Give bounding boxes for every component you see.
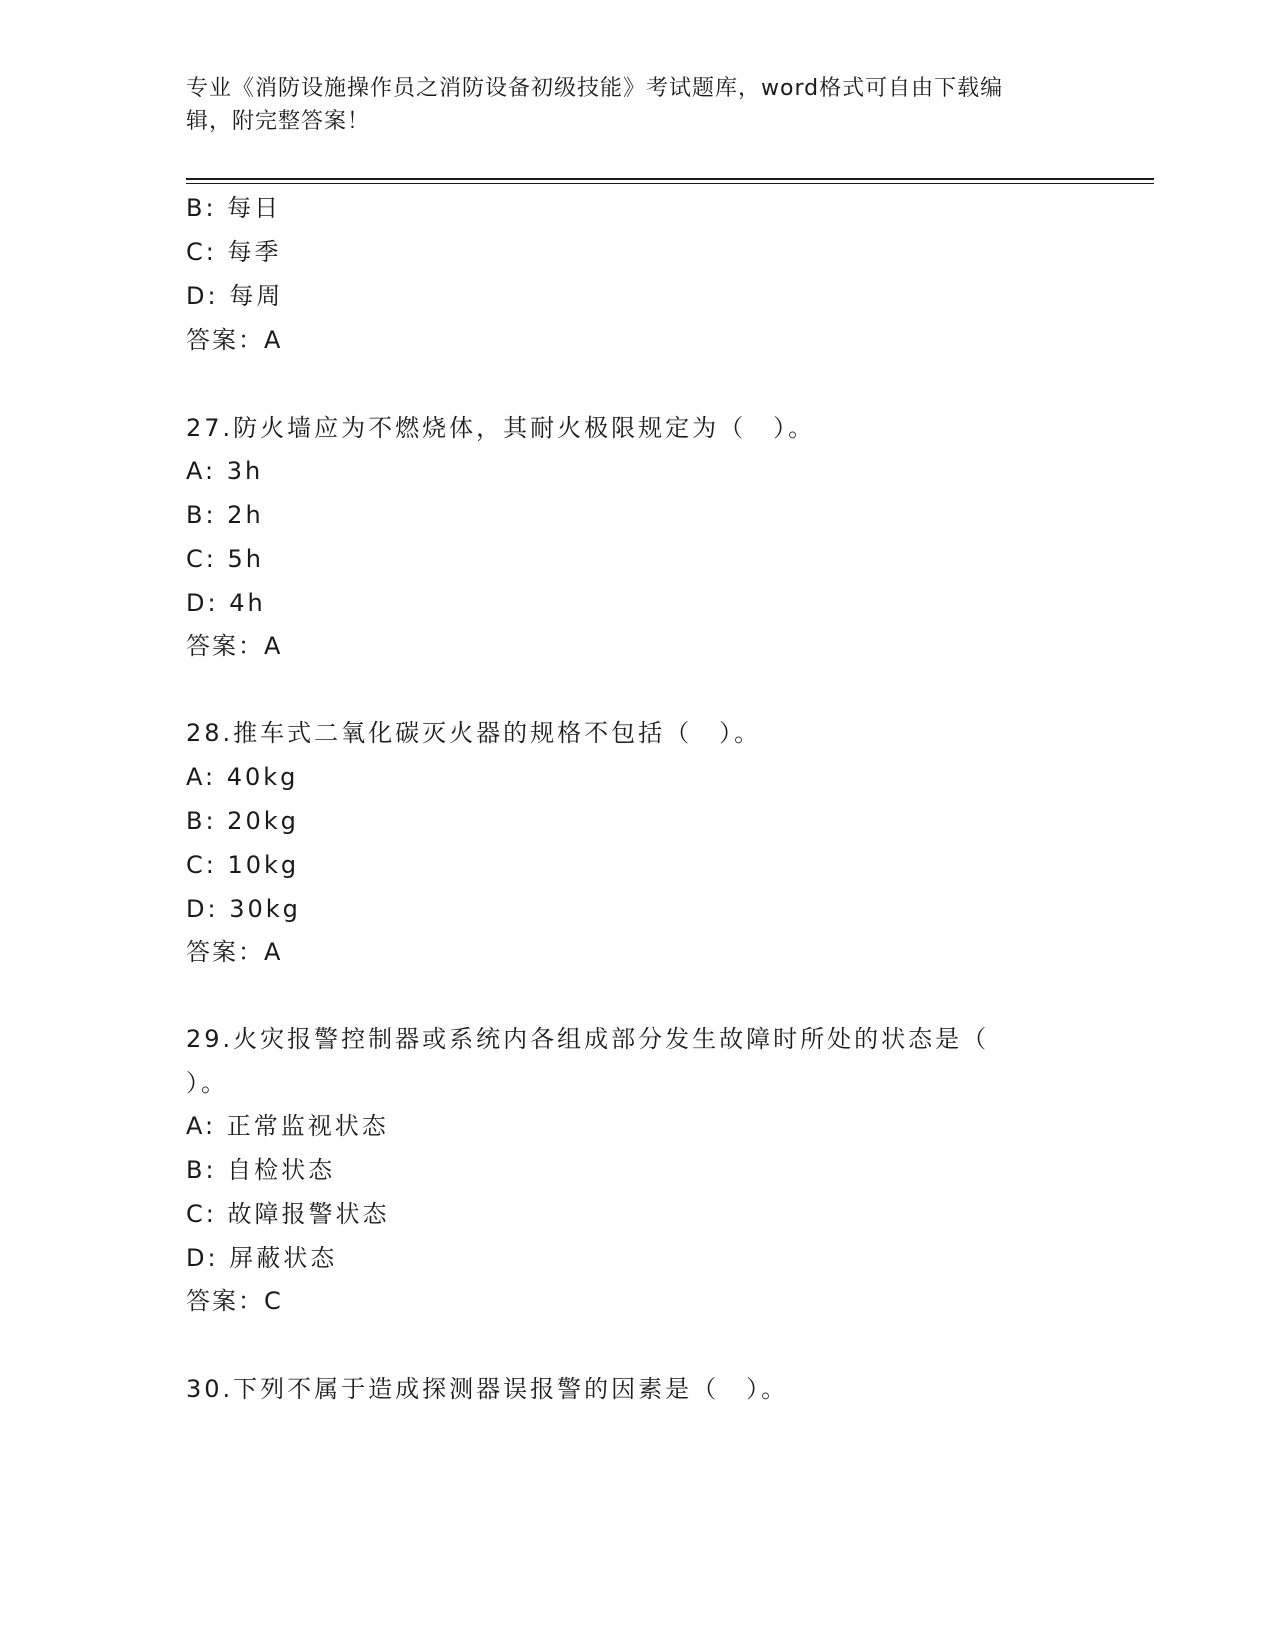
document-header xyxy=(186,72,1066,138)
q27-option-c: C: 5h xyxy=(186,545,264,573)
q27-option-d: D: 4h xyxy=(186,589,266,617)
q28-option-a: A: 40kg xyxy=(186,763,299,791)
q29-option-d: D: 屏蔽状态 xyxy=(186,1244,338,1272)
q28-stem: 28.推车式二氧化碳灭火器的规格不包括（ ）。 xyxy=(186,719,762,747)
header-line-1: 专业《消防设施操作员之消防设备初级技能》考试题库，word格式可自由下载编 xyxy=(186,76,1004,101)
q28-option-b: B: 20kg xyxy=(186,807,299,835)
header-line-2: 辑，附完整答案！ xyxy=(186,109,371,134)
q30-stem: 30.下列不属于造成探测器误报警的因素是（ ）。 xyxy=(186,1375,789,1403)
q27-option-a: A: 3h xyxy=(186,457,264,485)
q29-option-b: B: 自检状态 xyxy=(186,1156,336,1184)
q28-option-c: C: 10kg xyxy=(186,851,300,879)
q29-option-c: C: 故障报警状态 xyxy=(186,1200,390,1228)
q29-option-a: A: 正常监视状态 xyxy=(186,1112,389,1140)
q27-option-b: B: 2h xyxy=(186,501,264,529)
prev-option-d: D: 每周 xyxy=(186,282,284,310)
header-divider-thin xyxy=(186,183,1154,184)
q27-stem: 27.防火墙应为不燃烧体，其耐火极限规定为（ ）。 xyxy=(186,414,816,442)
q28-option-d: D: 30kg xyxy=(186,895,301,923)
prev-option-b: B: 每日 xyxy=(186,194,282,222)
q29-answer: 答案：C xyxy=(186,1287,283,1315)
header-divider-thick xyxy=(186,178,1154,180)
q27-answer: 答案：A xyxy=(186,632,283,660)
q28-answer: 答案：A xyxy=(186,938,283,966)
prev-option-c: C: 每季 xyxy=(186,238,282,266)
prev-answer: 答案：A xyxy=(186,326,283,354)
q29-stem-line-2: ）。 xyxy=(186,1069,228,1097)
q29-stem-line-1: 29.火灾报警控制器或系统内各组成部分发生故障时所处的状态是（ xyxy=(186,1025,990,1053)
